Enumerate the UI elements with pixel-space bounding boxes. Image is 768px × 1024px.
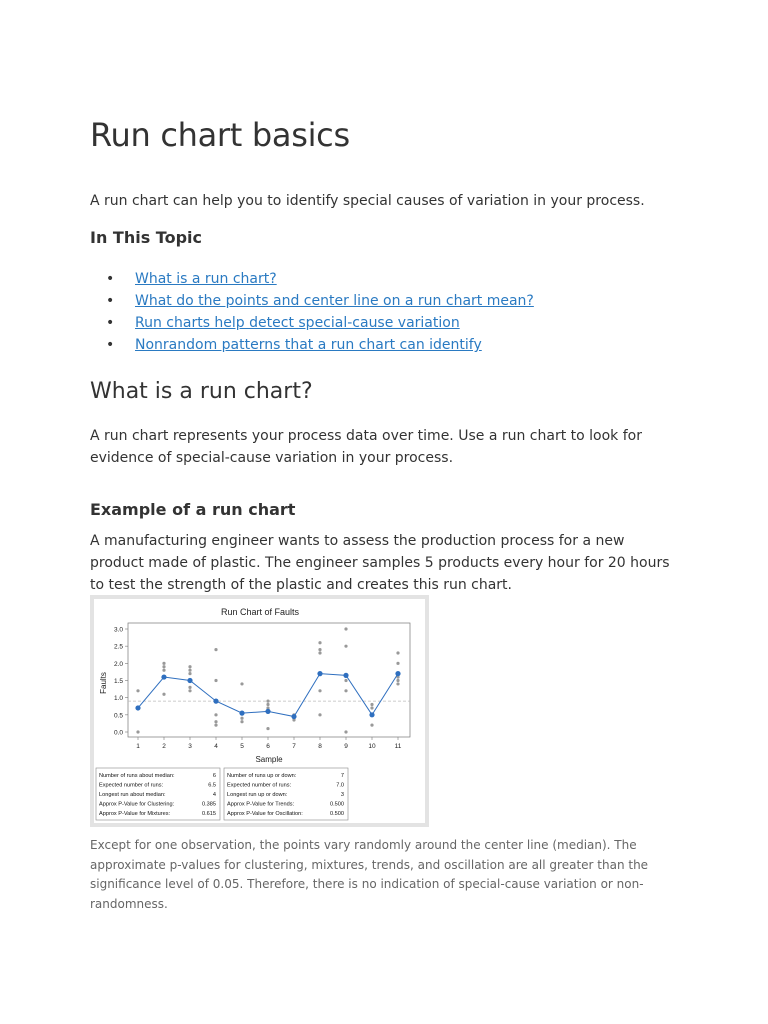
observation-point	[344, 627, 347, 630]
series-point	[161, 674, 166, 679]
observation-point	[396, 682, 399, 685]
right-stat-label: Longest run up or down:	[227, 792, 288, 798]
observation-point	[266, 700, 269, 703]
observation-point	[136, 689, 139, 692]
observation-point	[344, 730, 347, 733]
right-stat-value: 3	[340, 792, 344, 798]
observation-point	[136, 730, 139, 733]
observation-point	[214, 720, 217, 723]
x-tick-label: 5	[240, 743, 244, 750]
x-tick-label: 9	[344, 743, 348, 750]
run-chart-figure	[90, 595, 429, 827]
observation-point	[188, 686, 191, 689]
left-stat-label: Longest run about median:	[99, 792, 166, 798]
observation-point	[188, 672, 191, 675]
left-stat-label: Approx P-Value for Clustering:	[99, 801, 175, 808]
bullet-icon: •	[106, 293, 115, 309]
observation-point	[318, 641, 321, 644]
topic-link-what-is[interactable]: What is a run chart?	[135, 271, 277, 287]
right-stat-label: Expected number of runs:	[227, 782, 292, 789]
x-tick-label: 11	[394, 743, 402, 750]
x-tick-label: 7	[292, 743, 296, 750]
run-chart-svg	[90, 595, 429, 827]
left-stat-value: 6.5	[208, 782, 216, 789]
y-tick-label: 0.0	[113, 729, 123, 737]
y-tick-label: 0.5	[113, 712, 123, 720]
observation-point	[370, 724, 373, 727]
topic-link-special-cause[interactable]: Run charts help detect special-cause variation	[135, 315, 460, 331]
section-heading: What is a run chart?	[90, 379, 313, 404]
observation-point	[396, 662, 399, 665]
y-tick-label: 1.5	[113, 678, 123, 685]
x-tick-label: 2	[162, 743, 166, 750]
right-stat-value: 7.0	[336, 782, 344, 789]
series-point	[291, 714, 296, 719]
observation-point	[370, 706, 373, 709]
observation-point	[240, 682, 243, 685]
observation-point	[162, 693, 165, 696]
observation-point	[318, 713, 321, 716]
observation-point	[188, 669, 191, 672]
chart-title: Run Chart of Faults	[220, 607, 300, 617]
example-paragraph: A manufacturing engineer wants to assess the production process for a new product made of plastic. The engineer samples 5 products every hour for 20 hours to test the strength of the plastic and creates this run chart.	[90, 533, 670, 593]
left-stat-value: 0.385	[202, 801, 216, 808]
left-stat-value: 6	[212, 773, 216, 779]
example-heading: Example of a run chart	[90, 500, 296, 519]
observation-point	[266, 703, 269, 706]
observation-point	[318, 651, 321, 654]
right-stat-label: Approx P-Value for Trends:	[227, 801, 295, 808]
observation-point	[188, 665, 191, 668]
series-point	[187, 678, 192, 683]
observation-point	[240, 717, 243, 720]
x-tick-label: 6	[266, 743, 270, 750]
observation-point	[188, 689, 191, 692]
observation-point	[396, 651, 399, 654]
observation-point	[318, 689, 321, 692]
chart-caption: Except for one observation, the points vary randomly around the center line (median). The approximate p-values for clustering, mixtures, trends, and oscillation are all greater than the significance level of 0.05. Therefore, there is no indication of special-cause variation or non-randomness.	[90, 838, 649, 911]
series-point	[369, 712, 374, 717]
observation-point	[344, 689, 347, 692]
observation-point	[214, 724, 217, 727]
observation-point	[240, 720, 243, 723]
right-stat-value: 0.500	[330, 801, 344, 808]
x-axis-label: Sample	[255, 755, 283, 764]
series-point	[265, 709, 270, 714]
topic-link-nonrandom-patterns[interactable]: Nonrandom patterns that a run chart can identify	[135, 337, 482, 353]
y-tick-label: 1.0	[113, 695, 123, 703]
right-stat-label: Number of runs up or down:	[227, 773, 297, 779]
y-tick-label: 2.0	[113, 660, 123, 668]
right-stat-label: Approx P-Value for Oscillation:	[227, 811, 303, 817]
series-point	[317, 671, 322, 676]
observation-point	[214, 713, 217, 716]
observation-point	[266, 727, 269, 730]
observation-point	[370, 703, 373, 706]
left-stat-label: Number of runs about median:	[99, 773, 175, 779]
x-tick-label: 3	[188, 743, 192, 750]
series-point	[343, 673, 348, 678]
series-point	[395, 671, 400, 676]
y-tick-label: 2.5	[113, 643, 123, 651]
observation-point	[214, 648, 217, 651]
topic-link-points-center-line[interactable]: What do the points and center line on a run chart mean?	[135, 293, 534, 309]
observation-point	[396, 679, 399, 682]
observation-point	[162, 669, 165, 672]
observation-point	[162, 665, 165, 668]
observation-point	[214, 679, 217, 682]
y-tick-label: 3.0	[113, 626, 123, 634]
observation-point	[344, 645, 347, 648]
left-stat-label: Expected number of runs:	[99, 782, 164, 789]
series-point	[239, 711, 244, 716]
observation-point	[318, 648, 321, 651]
intro-text: A run chart can help you to identify special causes of variation in your process.	[90, 193, 645, 209]
bullet-icon: •	[106, 315, 115, 331]
observation-point	[344, 679, 347, 682]
page-title: Run chart basics	[90, 116, 350, 154]
x-tick-label: 1	[136, 743, 140, 750]
left-stat-value: 4	[212, 792, 216, 798]
y-axis-label: Faults	[99, 672, 108, 694]
left-stat-value: 0.615	[202, 811, 216, 817]
right-stat-value: 0.500	[330, 811, 344, 817]
in-this-topic-heading: In This Topic	[90, 228, 202, 247]
x-tick-label: 8	[318, 743, 322, 750]
right-stat-value: 7	[340, 773, 344, 779]
series-point	[213, 699, 218, 704]
left-stat-label: Approx P-Value for Mixtures:	[99, 811, 171, 817]
bullet-icon: •	[106, 271, 115, 287]
observation-point	[162, 662, 165, 665]
series-point	[135, 705, 140, 710]
section-paragraph: A run chart represents your process data over time. Use a run chart to look for evidence of special-cause variation in your process.	[90, 428, 642, 466]
x-tick-label: 4	[214, 743, 218, 750]
bullet-icon: •	[106, 337, 115, 353]
x-tick-label: 10	[368, 743, 376, 750]
